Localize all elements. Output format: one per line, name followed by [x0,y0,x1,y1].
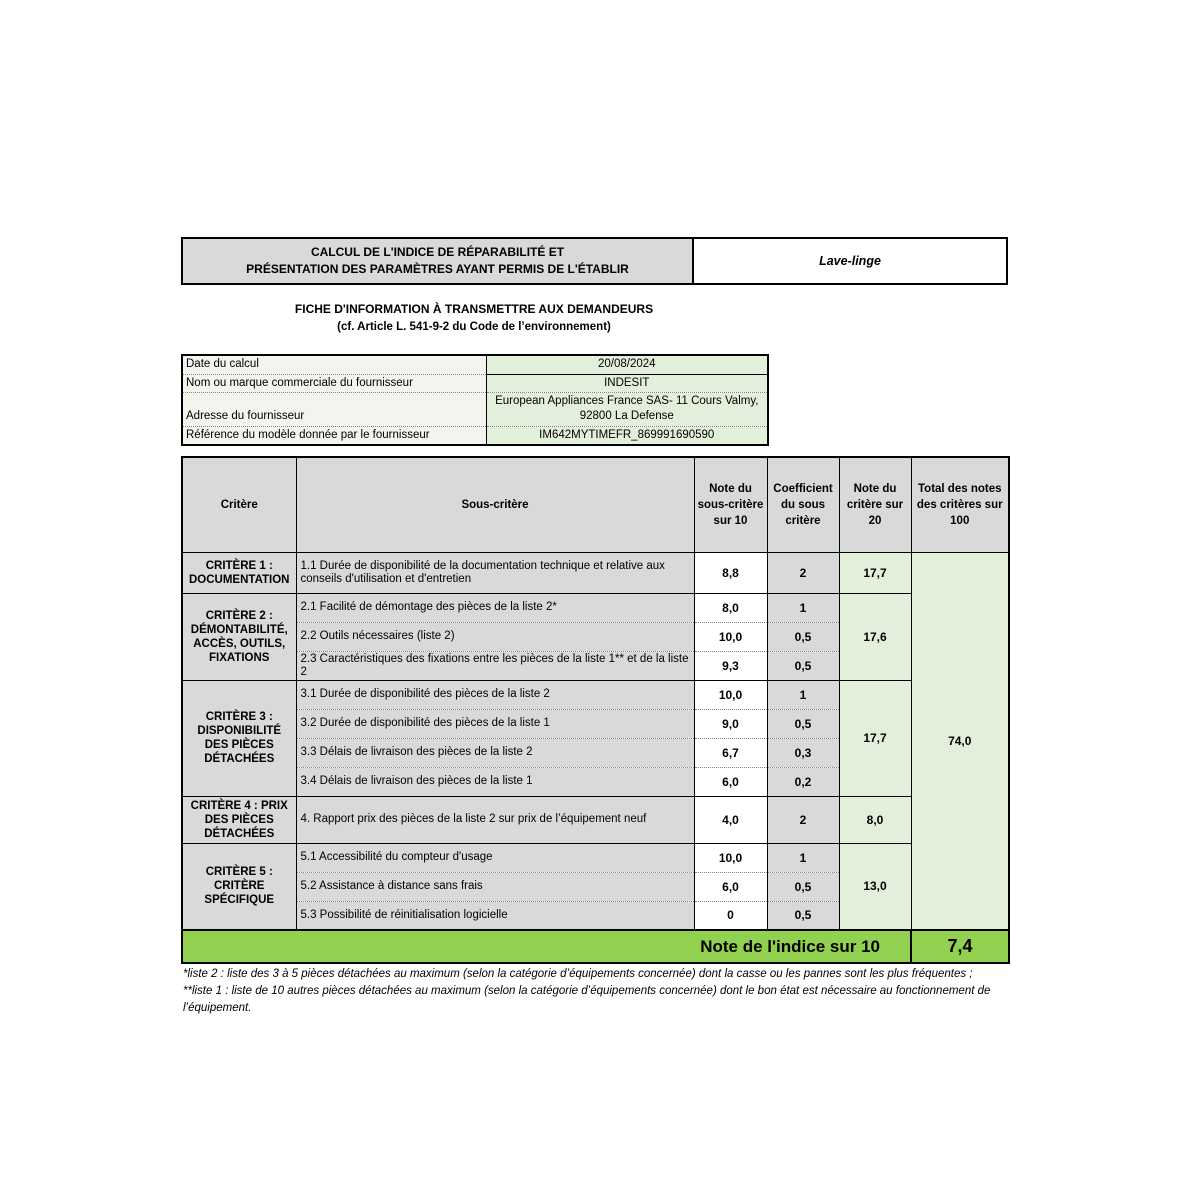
info-value-address: European Appliances France SAS- 11 Cours Valmy, 92800 La Defense [486,392,768,426]
criterion-2-note-20: 17,6 [839,593,911,680]
info-label-address: Adresse du fournisseur [182,392,486,426]
subcriterion-1-1-coeff: 2 [767,552,839,593]
index-score-label: Note de l'indice sur 10 [182,930,911,963]
subcriterion-3-4-note: 6,0 [694,767,767,796]
subcriterion-1-1-note: 8,8 [694,552,767,593]
criterion-3-note-20: 17,7 [839,680,911,796]
total-notes-100: 74,0 [911,552,1009,930]
subcriterion-3-4-label: 3.4 Délais de livraison des pièces de la liste 1 [296,767,694,796]
criterion-5-name: CRITÈRE 5 : CRITÈRE SPÉCIFIQUE [182,843,296,930]
table-row [182,552,1009,593]
subcriterion-5-2-note: 6,0 [694,872,767,901]
title-cell [183,239,694,283]
subcriterion-5-1-label: 5.1 Accessibilité du compteur d'usage [296,843,694,872]
criterion-4-name: CRITÈRE 4 : PRIX DES PIÈCES DÉTACHÉES [182,796,296,843]
title-line1: CALCUL DE L'INDICE DE RÉPARABILITÉ ET [310,245,565,259]
subcriterion-2-3-label: 2.3 Caractéristiques des fixations entre les pièces de la liste 1** et de la liste 2 [296,651,694,680]
criterion-1-name: CRITÈRE 1 : DOCUMENTATION [182,552,296,593]
info-label-model-ref: Référence du modèle donnée par le fournisseur [182,426,486,445]
footnotes [183,966,1007,1017]
product-category: Lave-linge [819,254,881,268]
document-subtitle [181,300,767,336]
footnote-liste-2: *liste 2 : liste des 3 à 5 pièces détachées au maximum (selon la catégorie d’équipements concernée) dont la casse ou les pannes sont les plus fréquentes ; [183,968,973,980]
table-row [182,680,1009,709]
header-note-critere: Note du critère sur 20 [839,457,911,552]
subcriterion-5-3-label: 5.3 Possibilité de réinitialisation logicielle [296,901,694,930]
subcriterion-4-note: 4,0 [694,796,767,843]
subtitle-line2: (cf. Article L. 541-9-2 du Code de l’environnement) [337,321,611,333]
subcriterion-5-1-coeff: 1 [767,843,839,872]
subcriterion-3-1-note: 10,0 [694,680,767,709]
table-row [182,374,768,392]
subcriterion-5-3-note: 0 [694,901,767,930]
subcriterion-5-1-note: 10,0 [694,843,767,872]
table-row [182,843,1009,872]
subcriterion-3-2-label: 3.2 Durée de disponibilité des pièces de la liste 1 [296,709,694,738]
criterion-2-name: CRITÈRE 2 : DÉMONTABILITÉ, ACCÈS, OUTILS, FIXATIONS [182,593,296,680]
header-sous-critere: Sous-critère [296,457,694,552]
subcriterion-3-1-coeff: 1 [767,680,839,709]
index-score-row [182,930,1009,963]
info-label-date: Date du calcul [182,355,486,374]
supplier-info-table [181,354,769,446]
title-block [181,237,1008,285]
footnote-liste-1: **liste 1 : liste de 10 autres pièces détachées au maximum (selon la catégorie d’équipements concernée) dont le bon état est nécessaire au fonctionnement de l’équipement. [183,985,991,1014]
header-coefficient: Coefficient du sous critère [767,457,839,552]
info-value-model-ref: IM642MYTIMEFR_869991690590 [486,426,768,445]
subcriterion-2-3-coeff: 0,5 [767,651,839,680]
table-row [182,426,768,445]
index-score-value: 7,4 [911,930,1009,963]
subcriterion-3-3-coeff: 0,3 [767,738,839,767]
criteria-table [181,456,1010,964]
table-row [182,355,768,374]
subtitle-line1: FICHE D'INFORMATION À TRANSMETTRE AUX DEMANDEURS [294,302,654,316]
header-critere: Critère [182,457,296,552]
title-line2: PRÉSENTATION DES PARAMÈTRES AYANT PERMIS DE L'ÉTABLIR [246,262,629,276]
subcriterion-2-2-note: 10,0 [694,622,767,651]
product-category-cell [694,239,1006,283]
subcriterion-4-label: 4. Rapport prix des pièces de la liste 2 sur prix de l’équipement neuf [296,796,694,843]
subcriterion-1-1-label: 1.1 Durée de disponibilité de la documentation technique et relative aux conseils d'utilisation et d'entretien [296,552,694,593]
header-note-sous-critere: Note du sous-critère sur 10 [694,457,767,552]
criterion-5-note-20: 13,0 [839,843,911,930]
subcriterion-4-coeff: 2 [767,796,839,843]
criterion-3-name: CRITÈRE 3 : DISPONIBILITÉ DES PIÈCES DÉTACHÉES [182,680,296,796]
subcriterion-3-4-coeff: 0,2 [767,767,839,796]
table-row [182,796,1009,843]
criterion-4-note-20: 8,0 [839,796,911,843]
subcriterion-3-2-note: 9,0 [694,709,767,738]
info-value-brand: INDESIT [486,374,768,392]
header-total-notes: Total des notes des critères sur 100 [911,457,1009,552]
subcriterion-3-3-note: 6,7 [694,738,767,767]
subcriterion-5-2-coeff: 0,5 [767,872,839,901]
criterion-1-note-20: 17,7 [839,552,911,593]
subcriterion-2-1-note: 8,0 [694,593,767,622]
subcriterion-3-1-label: 3.1 Durée de disponibilité des pièces de la liste 2 [296,680,694,709]
subcriterion-3-2-coeff: 0,5 [767,709,839,738]
subcriterion-3-3-label: 3.3 Délais de livraison des pièces de la liste 2 [296,738,694,767]
subcriterion-2-1-coeff: 1 [767,593,839,622]
subcriterion-5-2-label: 5.2 Assistance à distance sans frais [296,872,694,901]
table-row [182,392,768,426]
subcriterion-2-3-note: 9,3 [694,651,767,680]
subcriterion-5-3-coeff: 0,5 [767,901,839,930]
subcriterion-2-2-label: 2.2 Outils nécessaires (liste 2) [296,622,694,651]
table-row [182,593,1009,622]
subcriterion-2-2-coeff: 0,5 [767,622,839,651]
info-label-brand: Nom ou marque commerciale du fournisseur [182,374,486,392]
table-header-row [182,457,1009,552]
subcriterion-2-1-label: 2.1 Facilité de démontage des pièces de la liste 2* [296,593,694,622]
info-value-date: 20/08/2024 [486,355,768,374]
